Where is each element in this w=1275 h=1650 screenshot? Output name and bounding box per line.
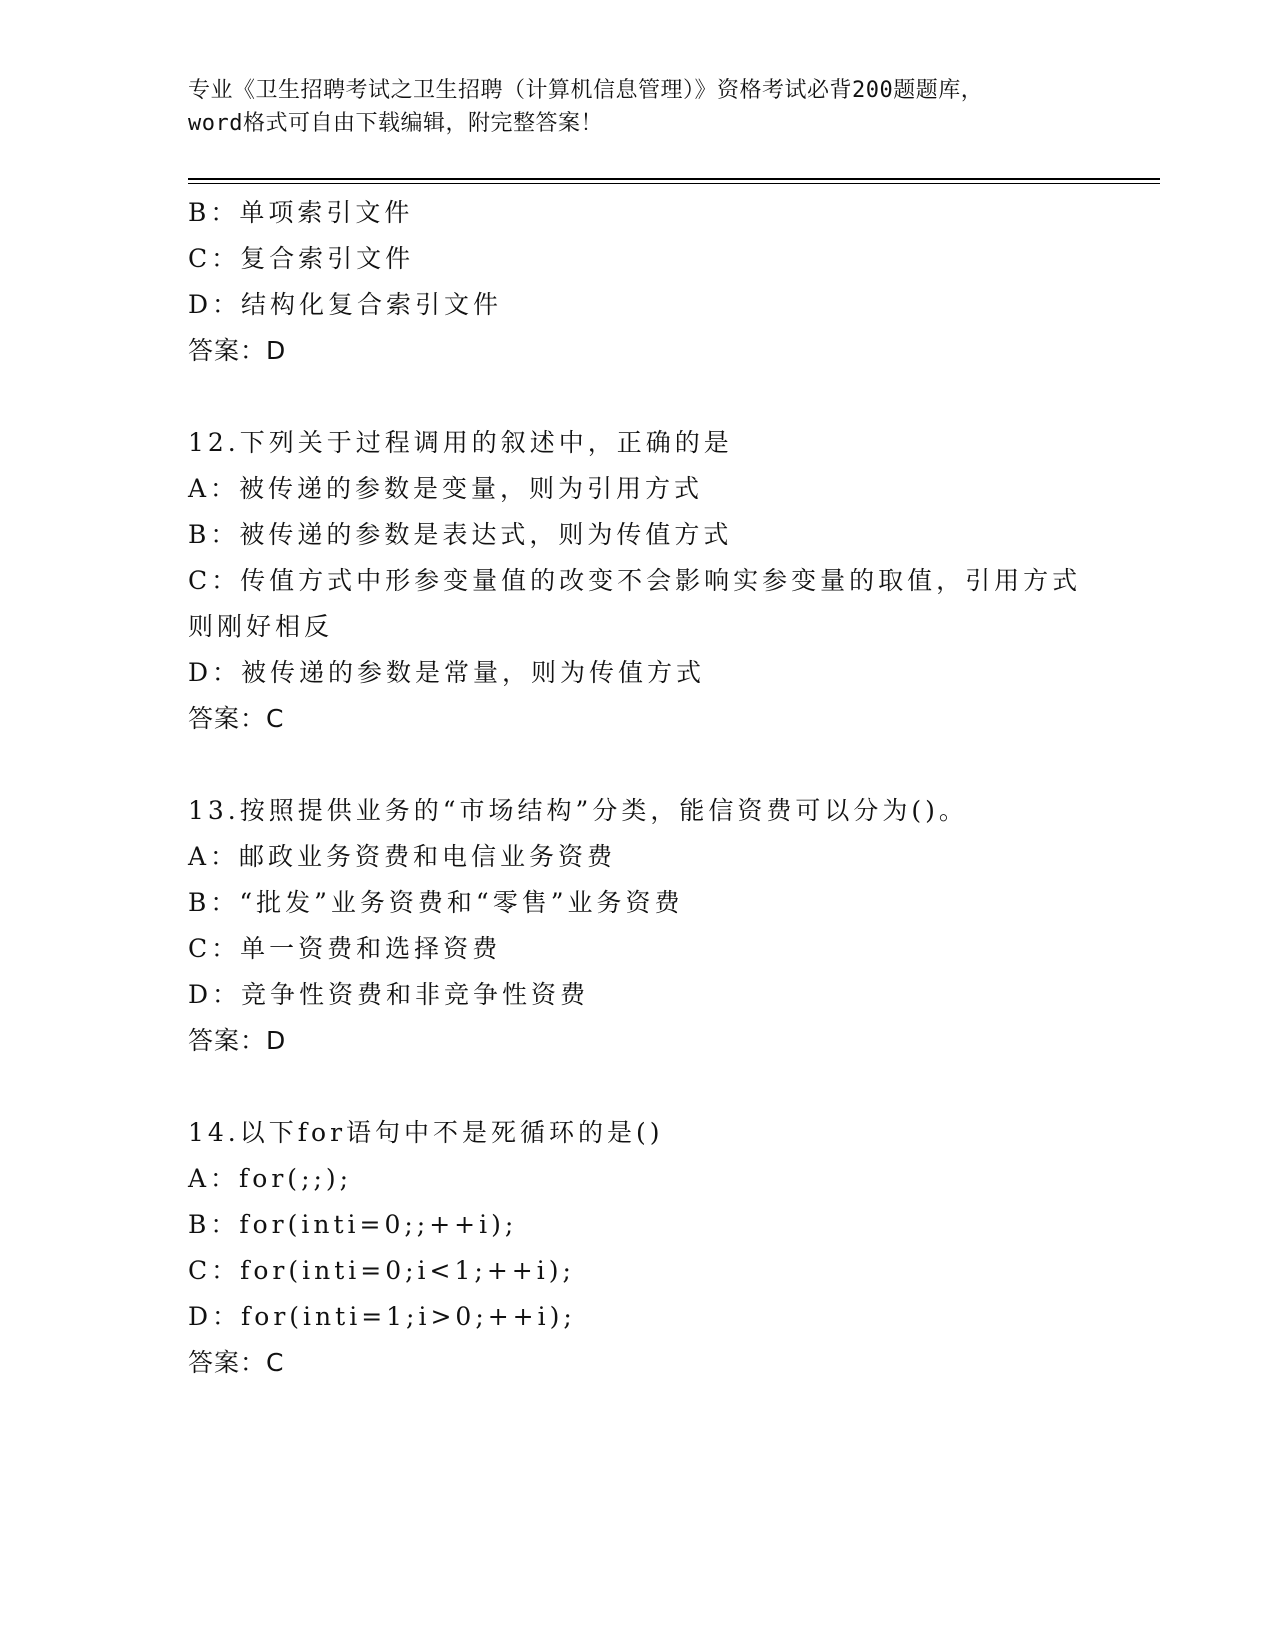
option-a: A：邮政业务资费和电信业务资费: [188, 842, 617, 871]
answer: 答案：D: [188, 336, 287, 365]
question-text: 13.按照提供业务的“市场结构”分类，能信资费可以分为()。: [188, 796, 968, 825]
option-d: D：被传递的参数是常量，则为传值方式: [188, 658, 706, 687]
option-a: A：for(;;);: [188, 1164, 353, 1193]
option-d: D：竞争性资费和非竞争性资费: [188, 980, 590, 1009]
option-b: B：for(inti=0;;++i);: [188, 1210, 518, 1239]
option-b: B：“批发”业务资费和“零售”业务资费: [188, 888, 684, 917]
option-c-continued: 则刚好相反: [188, 612, 334, 641]
option-b: B：单项索引文件: [188, 198, 414, 227]
document-header: [188, 74, 1088, 140]
option-b: B：被传递的参数是表达式，则为传值方式: [188, 520, 733, 549]
question-11: [188, 190, 1088, 374]
header-divider-thick: [188, 178, 1160, 180]
question-text: 12.下列关于过程调用的叙述中，正确的是: [188, 428, 733, 457]
option-d: D：结构化复合索引文件: [188, 290, 503, 319]
header-title-line-2: word格式可自由下载编辑，附完整答案！: [188, 111, 603, 136]
spacer: [188, 374, 1088, 420]
option-c: C：传值方式中形参变量值的改变不会影响实参变量的取值，引用方式: [188, 566, 1082, 595]
answer: 答案：C: [188, 704, 285, 733]
question-12: [188, 420, 1088, 742]
option-c: C：复合索引文件: [188, 244, 415, 273]
question-list: [188, 190, 1088, 1386]
option-c: C：单一资费和选择资费: [188, 934, 502, 963]
option-c: C：for(inti=0;i<1;++i);: [188, 1256, 575, 1285]
question-13: [188, 788, 1088, 1064]
header-divider-thin: [188, 183, 1160, 184]
option-a: A：被传递的参数是变量，则为引用方式: [188, 474, 704, 503]
option-d: D：for(inti=1;i>0;++i);: [188, 1302, 576, 1331]
header-title-line-1: 专业《卫生招聘考试之卫生招聘（计算机信息管理）》资格考试必背200题题库，: [188, 78, 984, 103]
answer: 答案：D: [188, 1026, 287, 1055]
question-14: [188, 1110, 1088, 1386]
answer: 答案：C: [188, 1348, 285, 1377]
spacer: [188, 1064, 1088, 1110]
question-text: 14.以下for语句中不是死循环的是(): [188, 1118, 664, 1147]
spacer: [188, 742, 1088, 788]
